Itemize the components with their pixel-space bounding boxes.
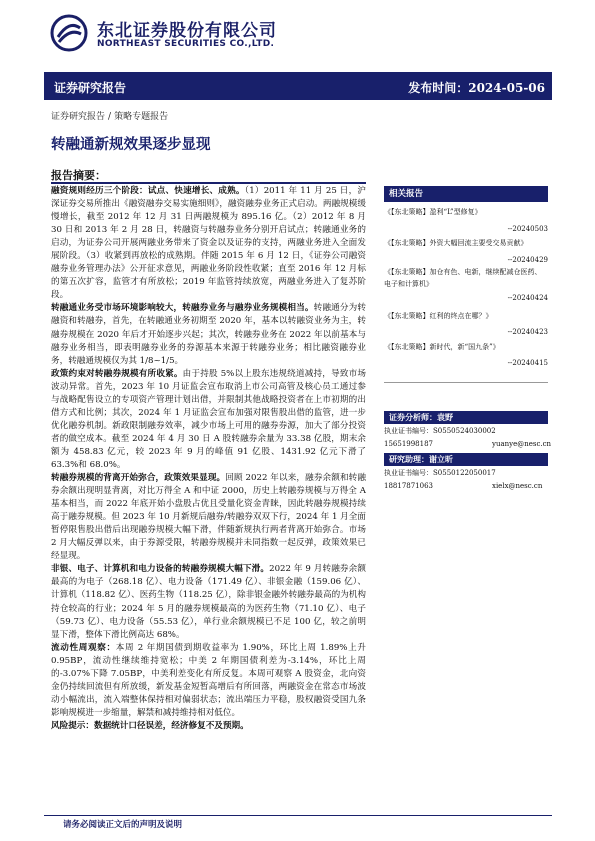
related-report-title[interactable]: 《【东北策略】外资大幅回流主要受交易贡献》 bbox=[384, 239, 528, 247]
analyst-contact bbox=[384, 438, 552, 451]
paragraph-text: 本周 2 年期国债到期收益率为 1.90%，环比上周 1.89%上升 0.95BP，流动性继续维持宽松；中美 2 年期国债利差为-3.14%，环比上周的-3.07%下降 7.05BP，中美利差变化有所反复。本周可观察 A 股资金，北向资金仍持续回流但有所放缓，新发基金短暂高增后有所回落，两融资金在常态市场波动小幅流出，流入端整体保持相对偏弱状态；流出端压力平稳，股权融资受国九条影响规模进一步缩量，解禁和减持维持相对低位。 bbox=[51, 642, 366, 718]
related-report-date: --20240429 bbox=[507, 256, 548, 264]
related-report-title[interactable]: 《【东北策略】红利的终点在哪？》 bbox=[384, 312, 493, 320]
related-report-item[interactable] bbox=[384, 266, 548, 304]
assistant-contact bbox=[384, 480, 548, 493]
related-report-date: --20240423 bbox=[507, 328, 548, 336]
paragraph-text: 转融通分为转融资和转融券，首先，在转融通业务初期至 2020 年，基本以转融资业务为主，转融券规模在 2020 年后才开始逐步兴起；其次，转融券业务在 2022 年以前基本与融券业务相当，即表明融券业务的券源基本来源于转融券业务；相比融资融券业务，转融通规模仅为其 1/8~1/5。 bbox=[51, 303, 366, 366]
assistant-heading bbox=[384, 453, 548, 466]
summary-paragraph bbox=[51, 368, 366, 472]
analyst-divider bbox=[384, 382, 548, 383]
related-report-item[interactable] bbox=[384, 341, 548, 369]
risk-paragraph bbox=[51, 720, 366, 733]
summary-divider bbox=[51, 182, 366, 184]
assistant-cert: 执业证书编号：S0550122050017 bbox=[384, 469, 496, 477]
paragraph-text: 2022 年 9 月转融券余额最高的为电子（268.18 亿）、电力设备（171.49 亿）、非银金融（159.06 亿）、计算机（118.82 亿）、医药生物（118.25 亿），除非银金融外转融券最高的为机构持仓较高的行业；2024 年 5 月的融券规模最高的为医药生物（71.10 亿）、电子（59.73 亿）、电力设备（55.53 亿），单行业余额规模已不足 100 亿，较之前明显下滑，整体下滑比例高达 68%。 bbox=[51, 564, 366, 640]
paragraph-lead: 政策约束对转融券规模有所收紧。 bbox=[51, 368, 183, 379]
related-report-title[interactable]: 《【东北策略】加仓有色、电新，继续配减仓医药、电子和计算机》 bbox=[384, 268, 542, 288]
related-report-date: --20240503 bbox=[507, 225, 548, 233]
summary-paragraph bbox=[51, 642, 366, 720]
footer-notice: 请务必阅读正文后的声明及说明 bbox=[63, 820, 183, 830]
company-logo-icon bbox=[50, 14, 88, 52]
paragraph-lead: 风险提示： bbox=[51, 720, 94, 731]
company-name-cn: 东北证券股份有限公司 bbox=[97, 21, 277, 41]
paragraph-lead: 非银、电子、计算机和电力设备的转融券规模大幅下滑。 bbox=[51, 564, 270, 575]
paragraph-lead: 转融通业务受市场环境影响较大，转融券业务与融券业务规模相当。 bbox=[51, 303, 314, 314]
analyst-phone: 15651998187 bbox=[384, 440, 433, 448]
assistant-email[interactable]: xielx@nesc.cn bbox=[492, 482, 543, 490]
related-reports-list bbox=[384, 206, 548, 376]
related-report-date: --20240415 bbox=[507, 359, 548, 367]
related-report-date: --20240424 bbox=[507, 294, 548, 302]
related-reports-heading: 相关报告 bbox=[384, 186, 548, 202]
analyst-email[interactable]: yuanye@nesc.cn bbox=[492, 440, 552, 448]
analyst-label: 证券分析师： bbox=[389, 412, 437, 422]
analyst-heading bbox=[384, 411, 548, 424]
assistant-phone: 18817871063 bbox=[384, 482, 433, 490]
summary-paragraph bbox=[51, 302, 366, 367]
summary-heading: 报告摘要： bbox=[51, 169, 106, 182]
company-name-en: NORTHEAST SECURITIES CO.,LTD. bbox=[97, 39, 275, 49]
report-title: 转融通新规效果逐步显现 bbox=[51, 136, 211, 153]
report-type: 证券研究报告 bbox=[54, 81, 127, 95]
summary-paragraph bbox=[51, 472, 366, 563]
summary-paragraph bbox=[51, 185, 366, 302]
summary-body bbox=[51, 185, 366, 733]
paragraph-text: 回顾 2022 年以来，融券余额和转融券余额出现明显背离，对比万得全 A 和中证 2000，历史上转融券规模与万得全 A 基本相当，而 2022 年底开始小盘股占优且受量化资金青睐，因此转融券规模持续高于融券规模。但 2023 年 10 月新规后融券/转融券双双下行，2024 年 1 月全面暂停限售股出借后出现融券规模大幅下滑，伴随新规执行两者背离开始弥合。市场 2 月大幅反弹以来，由于券源受限，转融券规模并未同指数一起反弹，政策效果已经显现。 bbox=[51, 473, 366, 562]
related-report-title[interactable]: 《【东北策略】盈利“L”型修复》 bbox=[384, 208, 482, 216]
breadcrumb-separator: / bbox=[108, 112, 112, 122]
analyst-cert: 执业证书编号：S0550524030002 bbox=[384, 427, 496, 435]
paragraph-text: 由于持股 5%以上股东违规绕道减持，导致市场波动异常。首先，2023 年 10 月证监会宣布取消上市公司高管及核心员工通过参与战略配售设立的专项资产管理计划出借，并限制其他战略投资者在上市初期的出借方式和比例；其次，2024 年 1 月证监会宣布加强对限售股出借的监管，进一步优化融券机制。新政限制融券效率，减少市场上可用的融券券源，加大了部分投资者的做空成本。截至 2024 年 4 月 30 日 A 股转融券余量为 33.38 亿股，期末余额为 458.83 亿元，较 2023 年 9 月的峰值 91 亿股、1431.92 亿元下滑了 63.3%和 68.0%。 bbox=[51, 368, 366, 470]
related-report-item[interactable] bbox=[384, 310, 548, 338]
breadcrumb-item: 策略专题报告 bbox=[114, 112, 169, 122]
assistant-name: 谢立昕 bbox=[429, 454, 453, 464]
summary-paragraph bbox=[51, 563, 366, 641]
paragraph-text: （1）2011 年 11 月 25 日，沪深证券交易所推出《融资融券交易实施细则》，融资融券业务正式启动。两融规模缓慢增长，截至 2012 年 12 月 31 日两融规模为 895.16 亿。（2）2012 年 8 月 30 日和 2013 年 2 月 28 日，转融资与转融券业务分别开启试点；转融通业务的启动，为证券公司开展两融业务带来了资金以及证券的支持，两融业务进入全面发展阶段。（3）收紧到再放松的成熟期。伴随 2015 年 6 月 12 日，《证券公司融资融券业务管理办法》公开征求意见，两融业务阶段性收紧；直至 2016 年 12 月标的第五次扩容，监管才有所放松；2019 年监管持续放宽，两融业务进入了复苏阶段。 bbox=[51, 186, 366, 301]
related-report-item[interactable] bbox=[384, 206, 548, 235]
paragraph-lead: 转融券规模的背离开始弥合，政策效果显现。 bbox=[51, 473, 226, 484]
analyst-section bbox=[384, 382, 552, 492]
analyst-name: 袁野 bbox=[437, 412, 453, 422]
paragraph-lead: 融资规则经历三个阶段：试点、快速增长、成熟。 bbox=[51, 186, 245, 196]
paragraph-text: 数据统计口径误差，经济修复不及预期。 bbox=[93, 720, 249, 731]
related-report-item[interactable] bbox=[384, 237, 548, 266]
publish-date: 发布时间：2024-05-06 bbox=[408, 81, 545, 95]
related-report-title[interactable]: 《【东北策略】新时代，新“国九条”》 bbox=[384, 343, 500, 351]
breadcrumb-item: 证券研究报告 bbox=[51, 112, 106, 122]
footer-divider bbox=[44, 815, 552, 816]
breadcrumb bbox=[51, 109, 168, 122]
paragraph-lead: 流动性周观察： bbox=[51, 642, 116, 653]
assistant-label: 研究助理： bbox=[389, 454, 429, 464]
